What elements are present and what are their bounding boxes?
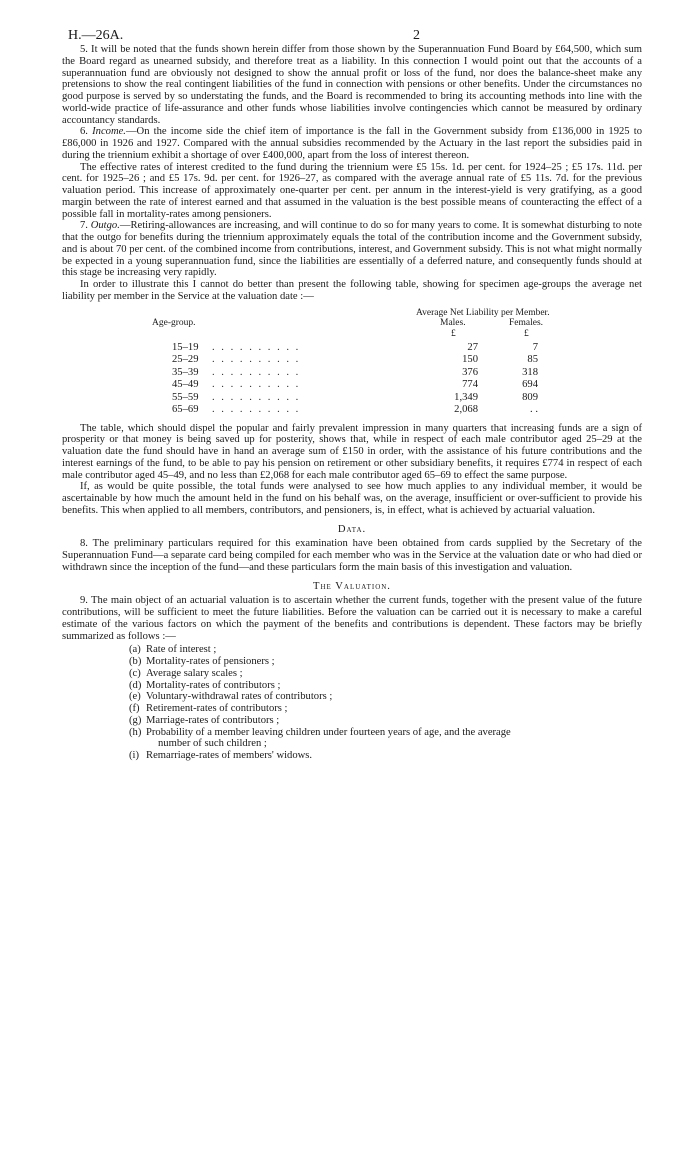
table-rows bbox=[62, 342, 642, 417]
document-body bbox=[62, 44, 642, 762]
list-item bbox=[62, 727, 642, 751]
age-group-cell: 45–49 bbox=[172, 379, 199, 390]
paragraph-6-interest: The effective rates of interest credited to the fund during the triennium were £5 15s. 1d. per cent. for 1924–25 ; £5 17s. 11d. per cent. for 1925–26 ; and £5 17s. 9d. per cent. for 1926–27, as compared with the average annual rate of £5 11s. 7d. for the previous valuation period. This increase of approximately one-quarter per cent. per annum in the interest-yield is very gratifying, as a good margin between the rate of interest earned and that assumed in the valuation is the best possible means of counteracting the effect of a possible fall in mortality-rates among pensioners. bbox=[62, 161, 642, 220]
list-item-text: Mortality-rates of pensioners ; bbox=[146, 656, 275, 667]
list-item bbox=[62, 668, 642, 680]
females-cell: 694 bbox=[522, 379, 538, 390]
list-item-text: Marriage-rates of contributors ; bbox=[146, 714, 280, 726]
list-item-label: (g) bbox=[129, 714, 142, 726]
list-item-label: (b) bbox=[129, 656, 142, 667]
leader-dots: . . . . . . . . . . bbox=[212, 341, 301, 353]
leader-dots: . . . . . . . . . . bbox=[212, 379, 301, 390]
paragraph-6-text: —On the income side the chief item of importance is the fall in the Government subsidy from £136,000 in 1925 to £86,000 in 1926 and 1927. Compared with the annual subsidies recommended by the Actuary in the last report the subsidies paid in during the triennium exhibit a shortage of over £400,000, apart from the loss of interest thereon. bbox=[62, 126, 642, 161]
list-item-text: Average salary scales ; bbox=[146, 667, 243, 679]
table-row bbox=[62, 392, 642, 405]
females-header: Females. bbox=[509, 317, 544, 328]
table-row bbox=[62, 379, 642, 392]
list-item-text: Retirement-rates of contributors ; bbox=[146, 703, 288, 714]
list-item-text: Rate of interest ; bbox=[146, 644, 217, 656]
section-heading-data: Data. bbox=[337, 523, 367, 535]
list-item bbox=[62, 703, 642, 715]
list-item-label: (h) bbox=[129, 726, 142, 738]
females-unit: £ bbox=[524, 328, 529, 339]
males-header: Males. bbox=[440, 317, 466, 328]
list-item-label: (e) bbox=[129, 691, 141, 703]
females-cell: 7 bbox=[532, 341, 538, 353]
document-reference: H.—26A. bbox=[68, 28, 124, 43]
age-group-header: Age-group. bbox=[152, 317, 196, 328]
age-group-cell: 15–19 bbox=[172, 341, 199, 353]
females-cell: 318 bbox=[522, 366, 538, 378]
table-row bbox=[62, 354, 642, 367]
paragraph-7 bbox=[62, 220, 642, 279]
list-item-label: (i) bbox=[129, 750, 139, 761]
list-item-label: (d) bbox=[129, 679, 142, 691]
paragraph-7-table-comment: The table, which should dispel the popular and fairly prevalent impression in many quarters that increasing funds are a sign of prosperity or that money is being saved up for posterity, shows that, while in respect of each male contributor aged 25–29 at the valuation date the fund should have in hand an average sum of £150 in order, with the assistance of his future contributions and the interest earnings of the fund, to be able to pay his pension on retirement or other subsidiary benefits, it requires £774 in respect of each male contributor aged 45–49, and no less than £2,068 for each male contributor aged 65–69 to effect the same purpose. bbox=[62, 422, 642, 481]
paragraph-5: 5. It will be noted that the funds shown herein differ from those shown by the Superannuation Fund Board by £64,500, which sum the Board regard as unearned subsidy, and therefore treat as a liability. In this connection I would point out that the accounts of a superannuation fund are obviously not designed to show the annual profit or loss of the fund, nor does the balance-sheet make any pretensions to show the real contingent liabilities of the fund in connection with pensions or other benefits. Under the circumstances no good purpose is served by so understating the funds, and the Board is recommended to bring its accounting methods into line with the world-wide practice of life-assurance and other funds whose liabilities involve contingencies which cannot be measured by ordinary accountancy standards. bbox=[62, 44, 642, 126]
age-group-cell: 35–39 bbox=[172, 366, 199, 378]
paragraph-7-intro: In order to illustrate this I cannot do better than present the following table, showing for specimen age-groups the average net liability per member in the Service at the valuation date :— bbox=[62, 279, 642, 302]
list-item bbox=[62, 680, 642, 692]
age-group-cell: 25–29 bbox=[172, 354, 199, 365]
males-cell: 2,068 bbox=[454, 404, 478, 415]
males-cell: 1,349 bbox=[454, 391, 478, 403]
liability-table bbox=[62, 308, 642, 422]
list-item-label: (a) bbox=[129, 644, 141, 656]
paragraph-8: 8. The preliminary particulars required for this examination have been obtained from cards supplied by the Secretary of the Superannuation Fund—a separate card being compiled for each member who was in the Service at the valuation date or who had died or withdrawn since the inception of the fund—and these particulars form the main basis of this investigation and valuation. bbox=[62, 538, 642, 573]
list-item bbox=[62, 750, 642, 762]
females-cell: 809 bbox=[522, 391, 538, 403]
list-item bbox=[62, 691, 642, 703]
leader-dots: . . . . . . . . . . bbox=[212, 366, 301, 378]
list-item-text: Mortality-rates of contributors ; bbox=[146, 679, 281, 691]
table-row bbox=[62, 342, 642, 355]
list-item bbox=[62, 715, 642, 727]
list-item bbox=[62, 656, 642, 668]
list-item-text: Probability of a member leaving children under fourteen years of age, and the average bbox=[146, 726, 511, 738]
section-heading-valuation: The Valuation. bbox=[313, 580, 391, 592]
paragraph-6 bbox=[62, 126, 642, 161]
list-item-text: Remarriage-rates of members' widows. bbox=[146, 750, 313, 761]
page-number: 2 bbox=[413, 28, 420, 43]
males-unit: £ bbox=[451, 328, 456, 339]
paragraph-7-heading: Outgo. bbox=[90, 220, 120, 232]
list-item-text: Voluntary-withdrawal rates of contributors ; bbox=[146, 691, 333, 703]
table-row bbox=[62, 404, 642, 417]
leader-dots: . . . . . . . . . . bbox=[212, 354, 301, 365]
list-item-label: (f) bbox=[129, 703, 140, 714]
list-item-continuation: number of such children ; bbox=[158, 738, 267, 750]
females-cell: . . bbox=[530, 404, 538, 415]
list-item bbox=[62, 644, 642, 656]
list-item-label: (c) bbox=[129, 667, 141, 679]
paragraph-7-number: 7. bbox=[80, 220, 88, 232]
paragraph-6-number: 6. bbox=[80, 126, 88, 138]
leader-dots: . . . . . . . . . . bbox=[212, 391, 301, 403]
females-cell: 85 bbox=[527, 354, 538, 365]
factors-list bbox=[62, 644, 642, 762]
table-row bbox=[62, 367, 642, 380]
paragraph-7-text: —Retiring-allowances are increasing, and will continue to do so for many years to come. It is somewhat disturbing to note that the outgo for benefits during the triennium approximately equals the total of the contribution income and the Government subsidy, and is about 70 per cent. of the combined income from contributions, interest, and Government subsidy. This is not what might normally be expected in a young superannuation fund, since the liabilities are essentially of a deferred nature, and consequently funds should at this stage be increasing very rapidly. bbox=[62, 220, 642, 279]
paragraph-9: 9. The main object of an actuarial valuation is to ascertain whether the current funds, together with the present value of the future contributions, will be sufficient to meet the future liabilities. Before the valuation can be carried out it is necessary to make a careful estimate of the various factors on which the payment of the benefits and contributions is dependent. These factors may be briefly summarized as follows :— bbox=[62, 595, 642, 642]
liability-header: Average Net Liability per Member. bbox=[416, 307, 550, 318]
males-cell: 376 bbox=[462, 366, 478, 378]
males-cell: 27 bbox=[467, 341, 478, 353]
paragraph-7-analysis: If, as would be quite possible, the total funds were analysed to see how much applies to any individual member, it would be ascertainable by how much the amount held in the fund on his behalf was, on the average, insufficient or over-sufficient to provide his benefits. This when applied to all members, contributors, and pensioners, is, in effect, what is achieved by actuarial valuation. bbox=[62, 481, 642, 516]
leader-dots: . . . . . . . . . . bbox=[212, 404, 301, 415]
males-cell: 150 bbox=[462, 354, 478, 365]
males-cell: 774 bbox=[462, 379, 478, 390]
age-group-cell: 65–69 bbox=[172, 404, 199, 415]
age-group-cell: 55–59 bbox=[172, 391, 199, 403]
paragraph-6-heading: Income. bbox=[92, 126, 126, 138]
